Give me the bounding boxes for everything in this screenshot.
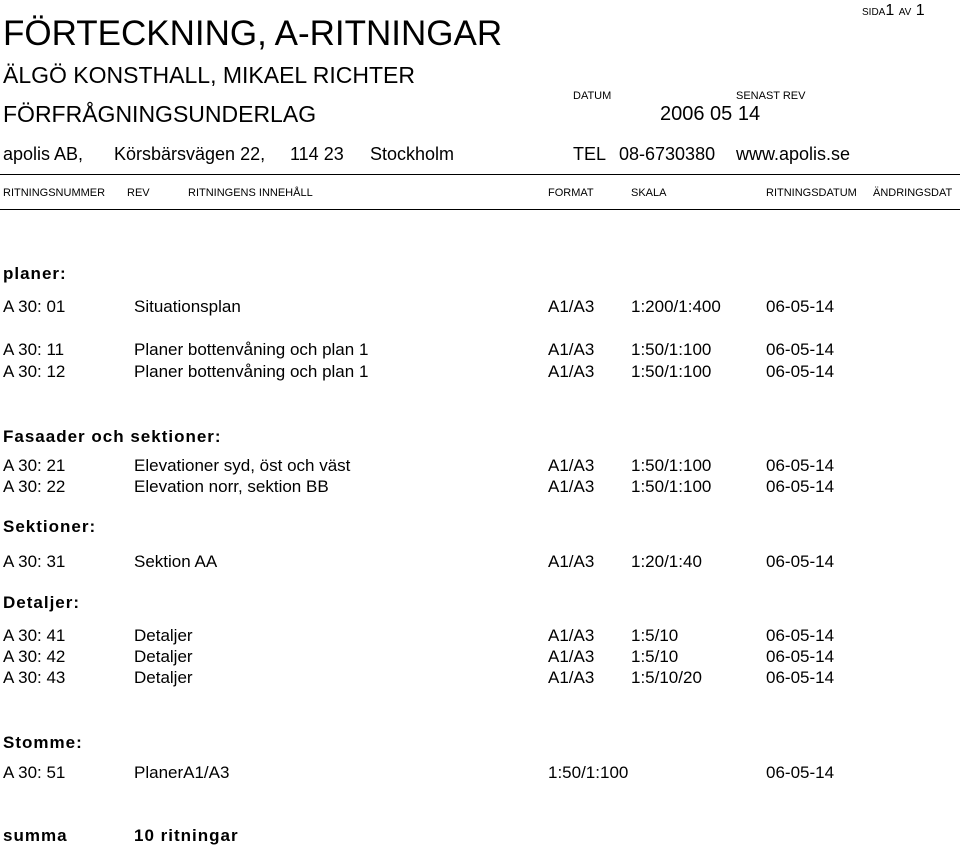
drawing-number: A 30: 43: [3, 668, 66, 687]
drawing-content: Sektion AA: [134, 552, 218, 571]
section-heading: Fasaader och sektioner:: [3, 427, 222, 446]
col-format: FORMAT: [548, 187, 594, 199]
drawing-content: Elevationer syd, öst och väst: [134, 456, 351, 475]
drawing-number: A 30: 01: [3, 297, 66, 316]
drawing-date: 06-05-14: [766, 552, 835, 571]
company-name: apolis AB,: [3, 144, 84, 164]
drawing-date: 06-05-14: [766, 362, 835, 381]
drawing-scale: 1:20/1:40: [631, 552, 702, 571]
company-postal: 114 23: [290, 144, 344, 164]
company-web: www.apolis.se: [736, 144, 851, 164]
summary-label: summa: [3, 826, 68, 845]
drawing-content: Elevation norr, sektion BB: [134, 477, 329, 496]
col-content: RITNINGENS INNEHÅLL: [188, 187, 313, 199]
drawing-scale: 1:5/10/20: [631, 668, 702, 687]
drawing-format: A1/A3: [548, 552, 595, 571]
latest-rev-label: SENAST REV: [736, 90, 806, 102]
drawing-number: A 30: 42: [3, 647, 66, 666]
page-of-label: AV: [898, 7, 912, 18]
phone-label: TEL: [573, 144, 607, 164]
drawing-date: 06-05-14: [766, 297, 835, 316]
summary-value: 10 ritningar: [134, 826, 239, 845]
drawing-format: A1/A3: [548, 297, 595, 316]
col-rev: REV: [127, 187, 150, 199]
drawing-number: A 30: 41: [3, 626, 66, 645]
drawing-content: Situationsplan: [134, 297, 241, 316]
drawing-date: 06-05-14: [766, 647, 835, 666]
table-row: [0, 647, 960, 669]
drawing-format: A1/A3: [548, 668, 595, 687]
project-name: ÄLGÖ KONSTHALL, MIKAEL RICHTER: [3, 62, 415, 88]
drawing-content: PlanerA1/A3: [134, 763, 230, 782]
page-number: 1: [885, 2, 895, 19]
table-row: [0, 456, 960, 478]
drawing-content: Planer bottenvåning och plan 1: [134, 340, 369, 359]
col-date: RITNINGSDATUM: [766, 187, 857, 199]
drawing-scale: 1:50/1:100: [631, 477, 712, 496]
section-heading: Stomme:: [3, 733, 83, 752]
drawing-format: A1/A3: [548, 626, 595, 645]
page-total: 1: [915, 2, 925, 19]
date-label: DATUM: [573, 90, 612, 102]
section-heading: planer:: [3, 264, 67, 283]
section-heading: Sektioner:: [3, 517, 97, 536]
drawing-scale: 1:5/10: [631, 626, 679, 645]
table-row: [0, 668, 960, 690]
drawing-number: A 30: 31: [3, 552, 66, 571]
section-heading: Detaljer:: [3, 593, 81, 612]
drawing-scale: 1:50/1:100: [631, 362, 712, 381]
company-city: Stockholm: [370, 144, 455, 164]
drawing-number: A 30: 51: [3, 763, 66, 782]
drawing-date: 06-05-14: [766, 763, 835, 782]
page-label: SIDA: [862, 7, 886, 18]
document-date: 2006 05 14: [660, 103, 761, 125]
document-title: FÖRTECKNING, A-RITNINGAR: [3, 14, 503, 53]
table-row: [0, 340, 960, 362]
drawing-number: A 30: 21: [3, 456, 66, 475]
table-row: [0, 477, 960, 499]
header-divider: [0, 174, 960, 175]
drawing-content: Detaljer: [134, 647, 193, 666]
drawing-content: Detaljer: [134, 626, 193, 645]
drawing-date: 06-05-14: [766, 668, 835, 687]
drawing-number: A 30: 12: [3, 362, 66, 381]
drawing-content: Detaljer: [134, 668, 193, 687]
drawing-content: Planer bottenvåning och plan 1: [134, 362, 369, 381]
drawing-scale: 1:50/1:100: [548, 763, 629, 782]
project-phase: FÖRFRÅGNINGSUNDERLAG: [3, 101, 317, 127]
drawing-format: A1/A3: [548, 647, 595, 666]
table-row: [0, 763, 960, 785]
page-indicator: [862, 2, 925, 20]
drawing-format: A1/A3: [548, 362, 595, 381]
drawing-number: A 30: 22: [3, 477, 66, 496]
drawing-scale: 1:50/1:100: [631, 456, 712, 475]
drawing-format: A1/A3: [548, 340, 595, 359]
table-row: [0, 362, 960, 384]
drawing-date: 06-05-14: [766, 340, 835, 359]
drawing-number: A 30: 11: [3, 340, 65, 359]
company-street: Körsbärsvägen 22,: [114, 144, 266, 164]
col-number: RITNINGSNUMMER: [3, 187, 106, 199]
drawing-date: 06-05-14: [766, 456, 835, 475]
drawing-scale: 1:50/1:100: [631, 340, 712, 359]
col-scale: SKALA: [631, 187, 667, 199]
drawing-scale: 1:200/1:400: [631, 297, 721, 316]
table-row: [0, 552, 960, 574]
drawing-format: A1/A3: [548, 477, 595, 496]
column-divider: [0, 209, 960, 210]
col-change-date: ÄNDRINGSDAT: [873, 187, 953, 199]
phone-number: 08-6730380: [619, 144, 716, 164]
drawing-format: A1/A3: [548, 456, 595, 475]
drawing-date: 06-05-14: [766, 477, 835, 496]
table-row: [0, 297, 960, 319]
table-row: [0, 626, 960, 648]
drawing-scale: 1:5/10: [631, 647, 679, 666]
drawing-date: 06-05-14: [766, 626, 835, 645]
